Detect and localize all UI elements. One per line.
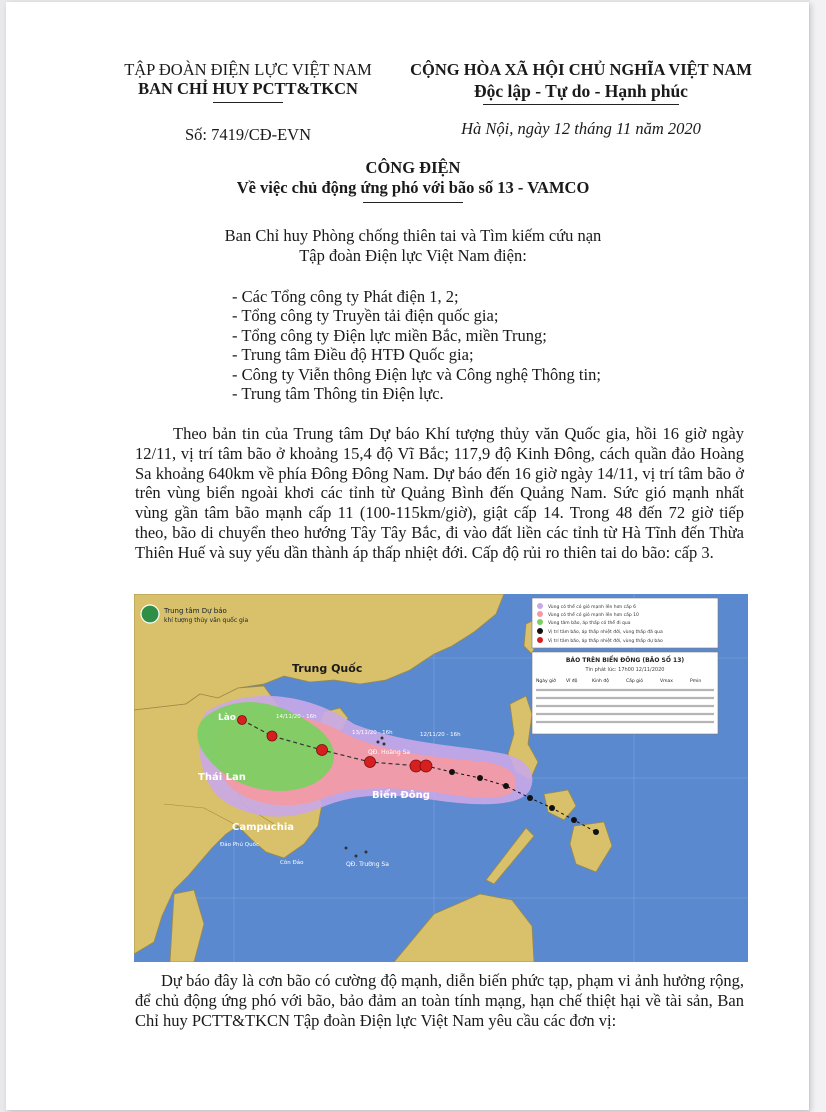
storm-marker-past bbox=[571, 817, 577, 823]
label-phu-quoc: Đảo Phú Quốc bbox=[220, 842, 259, 848]
table-header-cell: Cấp gió bbox=[626, 679, 644, 684]
nchmf-logo-icon bbox=[141, 605, 159, 623]
label-china: Trung Quốc bbox=[292, 662, 363, 675]
label-cambodia: Campuchia bbox=[232, 822, 295, 833]
storm-marker-current bbox=[420, 760, 432, 772]
table-header-cell: Pmin bbox=[690, 679, 702, 684]
storm-marker-forecast bbox=[317, 745, 328, 756]
storm-track-map bbox=[134, 594, 748, 962]
issuer-rule bbox=[213, 102, 283, 103]
title-rule bbox=[363, 202, 463, 203]
table-header-cell: Vmax bbox=[660, 679, 673, 684]
label-laos: Lào bbox=[218, 713, 236, 723]
request-paragraph: Dự báo đây là cơn bão có cường độ mạnh, diễn biến phức tạp, phạm vi ảnh hưởng rộng, để chủ động ứng phó với bão, bảo đảm an toàn tính mạng, hạn chế thiệt hại về tài sản, Ban Chỉ huy PCTT&TKCN Tập đoàn Điện lực Việt Nam yêu cầu các đơn vị: bbox=[135, 971, 744, 1030]
addressee-line: Ban Chỉ huy Phòng chống thiên tai và Tìm kiếm cứu nạn bbox=[224, 226, 602, 245]
storm-marker-past bbox=[527, 795, 533, 801]
recipient-item: - Tổng công ty Truyền tải điện quốc gia; bbox=[232, 306, 499, 326]
table-header-cell: Kinh độ bbox=[592, 679, 609, 684]
track-label: 13/11/20 - 16h bbox=[352, 730, 393, 736]
issuer-header bbox=[98, 60, 398, 144]
legend-item: Vị trí tâm bão, áp thấp nhiệt đới, vùng thấp đã qua bbox=[548, 630, 663, 635]
storm-marker-past bbox=[503, 783, 509, 789]
recipient-item: - Công ty Viễn thông Điện lực và Công nghệ Thông tin; bbox=[232, 364, 601, 384]
legend-swatch bbox=[537, 619, 543, 625]
storm-marker-past bbox=[549, 805, 555, 811]
document-subject: Về việc chủ động ứng phó với bão số 13 - VAMCO bbox=[236, 178, 590, 197]
document-type: CÔNG ĐIỆN bbox=[365, 158, 461, 177]
legend-item: Vùng có thể có gió mạnh lên hơn cấp 6 bbox=[548, 605, 637, 610]
label-hoang-sa: QĐ. Hoàng Sa bbox=[368, 749, 411, 756]
storm-marker-past bbox=[449, 769, 455, 775]
legend-swatch bbox=[537, 611, 543, 617]
legend-item: Vùng tâm bão, áp thấp có thể đi qua bbox=[548, 621, 631, 626]
label-east-sea: Biển Đông bbox=[372, 790, 430, 801]
storm-marker-forecast bbox=[267, 731, 277, 741]
storm-marker-forecast bbox=[238, 716, 247, 725]
recipient-item: - Trung tâm Thông tin Điện lực. bbox=[232, 384, 444, 404]
recipient-list bbox=[232, 287, 601, 403]
legend-swatch bbox=[537, 628, 543, 634]
storm-map-svg bbox=[134, 594, 748, 962]
track-label: 12/11/20 - 16h bbox=[420, 732, 461, 738]
track-label: 14/11/20 - 16h bbox=[276, 714, 317, 720]
storm-marker-past bbox=[593, 829, 599, 835]
recipient-item: - Tổng công ty Điện lực miền Bắc, miền Trung; bbox=[232, 325, 547, 345]
storm-marker-forecast bbox=[365, 757, 376, 768]
recipient-item: - Trung tâm Điều độ HTĐ Quốc gia; bbox=[232, 345, 474, 365]
storm-marker-past bbox=[477, 775, 483, 781]
forecast-table-title: BÁO TRÊN BIỂN ĐÔNG (BÃO SỐ 13) bbox=[565, 657, 685, 664]
logo-line-2: khí tượng thủy văn quốc gia bbox=[164, 617, 249, 624]
nation-name: CỘNG HÒA XÃ HỘI CHỦ NGHĨA VIỆT NAM bbox=[410, 60, 752, 79]
land-borneo bbox=[394, 894, 534, 962]
document-date: Hà Nội, ngày 12 tháng 11 năm 2020 bbox=[461, 119, 701, 138]
table-header-cell: Vĩ độ bbox=[566, 679, 578, 684]
addressee-block bbox=[0, 226, 826, 266]
document-number: Số: 7419/CĐ-EVN bbox=[184, 125, 312, 144]
recipient-item: - Các Tổng công ty Phát điện 1, 2; bbox=[232, 287, 459, 306]
nation-motto: Độc lập - Tự do - Hạnh phúc bbox=[474, 81, 688, 101]
table-header-cell: Ngày giờ bbox=[536, 679, 556, 684]
map-legend bbox=[532, 598, 718, 648]
document-title bbox=[0, 158, 826, 203]
legend-item: Vùng có thể có gió mạnh lên hơn cấp 10 bbox=[548, 613, 639, 618]
legend-swatch bbox=[537, 637, 543, 643]
label-con-dao: Côn Đảo bbox=[280, 860, 304, 866]
forecast-table-issued: Tin phát lúc: 17h00 12/11/2020 bbox=[585, 667, 665, 673]
forecast-paragraph: Theo bản tin của Trung tâm Dự báo Khí tượng thủy văn Quốc gia, hồi 16 giờ ngày 12/11, vị trí tâm bão ở khoảng 15,4 độ Vĩ Bắc; 117,9 độ Kinh Đông, cách quần đảo Hoàng Sa khoảng 640km về phía Đông Đông Nam. Dự báo đến 16 giờ ngày 14/11, vị trí tâm bão ở trên vùng biển ngoài khơi các tỉnh từ Quảng Bình đến Quảng Nam. Sức gió mạnh nhất vùng gần tâm bão mạnh cấp 11 (100-115km/giờ), giật cấp 14. Trong 48 đến 72 giờ tiếp theo, bão di chuyển theo hướng Tây Tây Bắc, đi vào đất liền các tỉnh từ Hà Tĩnh đến Thừa Thiên Huế và suy yếu dần thành áp thấp nhiệt đới. Cấp độ rủi ro thiên tai do bão: cấp 3. bbox=[135, 424, 744, 562]
addressee-line: Tập đoàn Điện lực Việt Nam điện: bbox=[299, 246, 527, 265]
legend-swatch bbox=[537, 603, 543, 609]
national-header bbox=[398, 60, 764, 138]
forecast-table bbox=[532, 652, 718, 734]
logo-line-1: Trung tâm Dự báo bbox=[164, 607, 227, 615]
issuer-org: TẬP ĐOÀN ĐIỆN LỰC VIỆT NAM bbox=[124, 60, 372, 79]
issuer-unit: BAN CHỈ HUY PCTT&TKCN bbox=[138, 79, 358, 98]
label-thailand: Thái Lan bbox=[198, 772, 246, 783]
motto-rule bbox=[483, 104, 679, 105]
legend-item: Vị trí tâm bão, áp thấp nhiệt đới, vùng thấp dự báo bbox=[548, 639, 663, 644]
label-truong-sa: QĐ. Trường Sa bbox=[346, 861, 389, 868]
